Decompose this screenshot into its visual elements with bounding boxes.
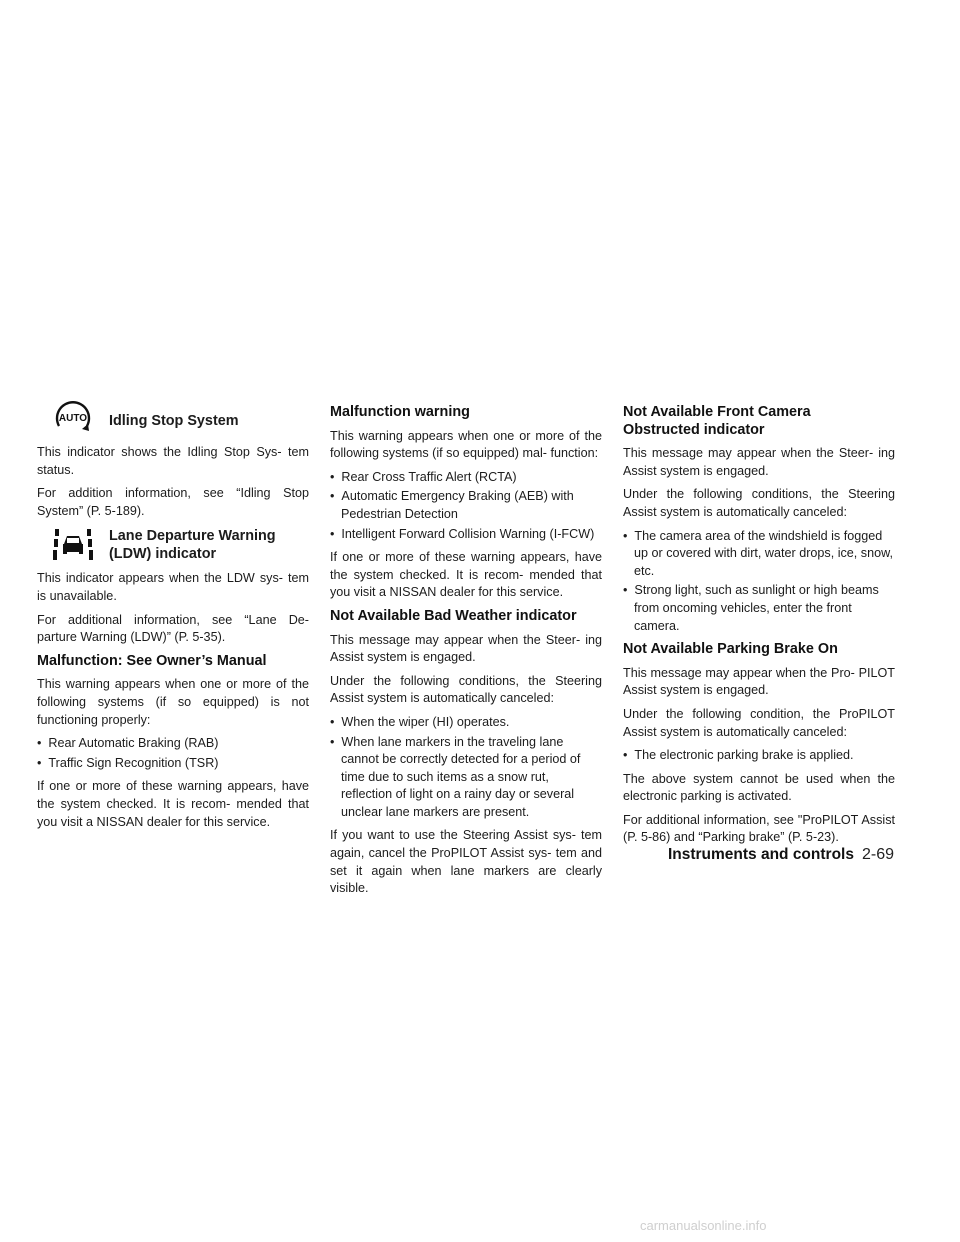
paragraph: This warning appears when one or more of the following systems (if so equipped) mal- function:	[330, 428, 602, 461]
column-3	[623, 400, 895, 853]
heading-line-1: Not Available Front Camera	[623, 404, 811, 420]
section-heading: Malfunction warning	[330, 404, 470, 420]
paragraph: The above system cannot be used when the electronic parking is activated.	[623, 771, 895, 804]
list-item: • Automatic Emergency Braking (AEB) with Pedestrian Detection	[330, 488, 602, 523]
list-item: • Traffic Sign Recognition (TSR)	[37, 755, 309, 773]
paragraph: This indicator appears when the LDW sys- tem is unavailable.	[37, 571, 309, 603]
ldw-title-line-1: Lane Departure Warning	[109, 528, 276, 545]
bullet-list	[623, 747, 895, 765]
heading-line-2: Obstructed indicator	[623, 421, 765, 438]
list-item: • Strong light, such as sunlight or high beams from oncoming vehicles, enter the front camera.	[623, 582, 895, 635]
ldw-title	[109, 526, 276, 563]
idling-stop-indicator-heading	[37, 400, 309, 440]
list-item: • Rear Cross Traffic Alert (RCTA)	[330, 469, 602, 487]
section-heading	[623, 404, 895, 439]
list-item: • The camera area of the windshield is fogged up or covered with dirt, water drops, ice, snow, etc.	[623, 528, 895, 581]
section-heading: Not Available Parking Brake On	[623, 641, 838, 658]
idling-stop-title: Idling Stop System	[109, 413, 239, 429]
paragraph: If one or more of these warning appears, have the system checked. It is recom- mended that you visit a NISSAN dealer for this service.	[37, 779, 309, 829]
list-item: • When lane markers in the traveling lane cannot be correctly detected for a period of time due to such items as a snow rut, reflection of light on a rainy day or several unclear lane markers are present.	[330, 734, 602, 822]
section-heading: Not Available Bad Weather indicator	[330, 607, 577, 624]
watermark: carmanualsonline.info	[640, 1218, 767, 1233]
section-heading: Malfunction: See Owner’s Manual	[37, 652, 267, 669]
bullet-list	[330, 714, 602, 822]
paragraph: This warning appears when one or more of the following systems (if so equipped) is not functioning properly:	[37, 677, 309, 727]
auto-idling-stop-icon	[37, 400, 109, 440]
ldw-indicator-heading	[37, 526, 309, 566]
page-footer	[668, 846, 894, 864]
column-2	[330, 400, 602, 904]
list-item: • Intelligent Forward Collision Warning (I-FCW)	[330, 526, 602, 544]
paragraph: Under the following conditions, the Steering Assist system is automatically canceled:	[623, 487, 895, 519]
paragraph: If one or more of these warning appears, have the system checked. It is recom- mended that you visit a NISSAN dealer for this service.	[330, 550, 602, 600]
list-item: • Rear Automatic Braking (RAB)	[37, 735, 309, 753]
paragraph: For additional information, see "ProPILOT Assist (P. 5-86) and “Parking brake” (P. 5-23).	[623, 812, 895, 845]
paragraph: This message may appear when the Pro- PILOT Assist system is engaged.	[623, 665, 895, 698]
paragraph: Under the following conditions, the Steering Assist system is automatically canceled:	[330, 673, 602, 706]
paragraph: For additional information, see “Lane De- parture Warning (LDW)” (P. 5-35).	[37, 612, 309, 645]
column-1	[37, 400, 309, 837]
paragraph: For addition information, see “Idling Stop System” (P. 5-189).	[37, 486, 309, 518]
ldw-title-line-2: (LDW) indicator	[109, 545, 217, 562]
bullet-list	[623, 528, 895, 636]
paragraph: If you want to use the Steering Assist sys- tem again, cancel the ProPILOT Assist sys- tem and set it again when lane markers are clearly visible.	[330, 828, 602, 896]
paragraph: This message may appear when the Steer- ing Assist system is engaged.	[330, 632, 602, 665]
bullet-list	[330, 469, 602, 543]
list-item: • The electronic parking brake is applied.	[623, 747, 895, 765]
section-name: Instruments and controls	[667, 846, 854, 863]
svg-text:AUTO: AUTO	[58, 413, 88, 424]
lane-departure-icon	[37, 526, 109, 566]
page-number: 2-69	[861, 846, 894, 863]
paragraph: This message may appear when the Steer- ing Assist system is engaged.	[623, 446, 895, 478]
paragraph: Under the following condition, the ProPILOT Assist system is automatically canceled:	[623, 706, 895, 739]
list-item: • When the wiper (HI) operates.	[330, 714, 602, 732]
paragraph: This indicator shows the Idling Stop Sys- tem status.	[37, 445, 309, 477]
bullet-list	[37, 735, 309, 772]
